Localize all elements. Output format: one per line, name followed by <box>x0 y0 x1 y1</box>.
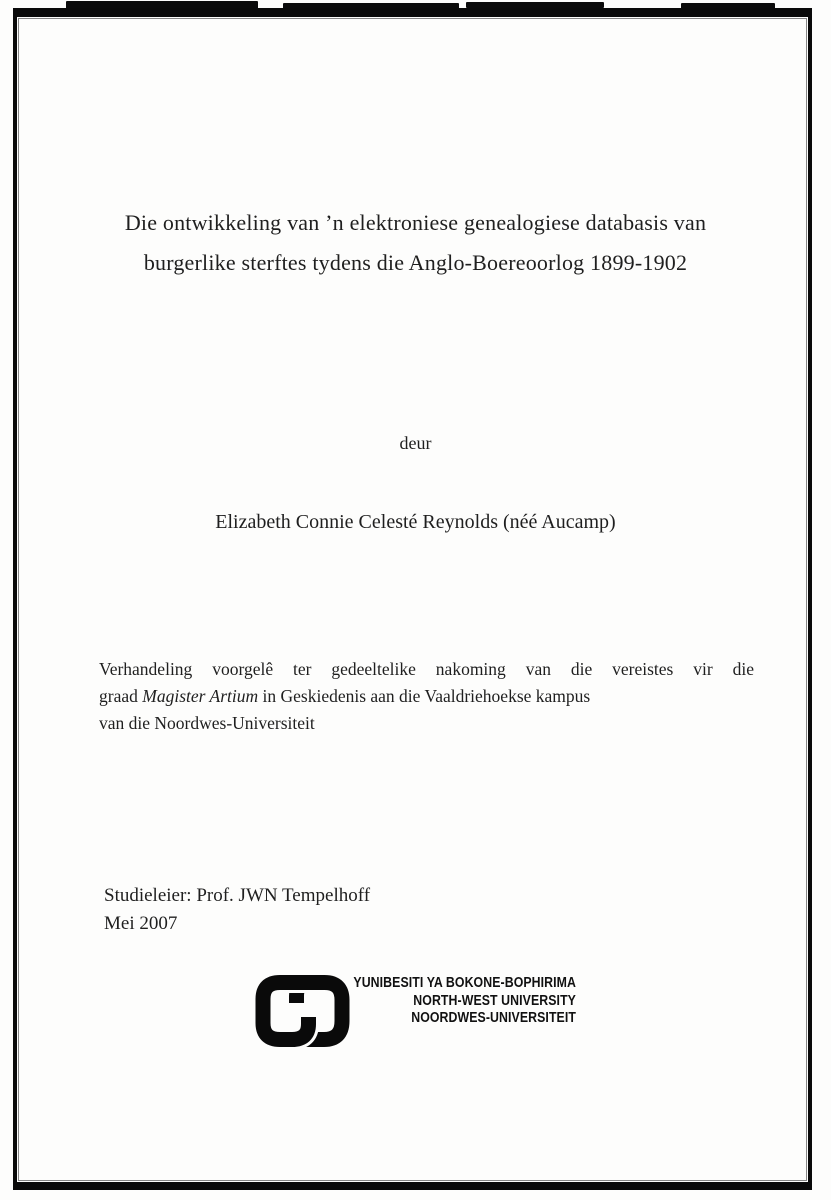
submission-statement-line-3: van die Noordwes-Universiteit <box>99 713 315 733</box>
thesis-title-line-1: Die ontwikkeling van ’n elektroniese genealogiese databasis van <box>124 210 707 235</box>
logo-text-line-afrikaans: NOORDWES-UNIVERSITEIT <box>411 1010 576 1026</box>
author-name: Elizabeth Connie Celesté Reynolds (néé Aucamp) <box>215 511 616 533</box>
supervisor-block <box>104 882 370 937</box>
supervisor-line: Studieleier: Prof. JWN Tempelhoff <box>104 885 371 906</box>
statement-degree-suffix: in Geskiedenis aan die Vaaldriehoekse kampus <box>258 686 591 706</box>
degree-name-italic: Magister Artium <box>142 686 259 706</box>
statement-degree-prefix: graad <box>99 686 143 706</box>
thesis-title-line-2: burgerlike sterftes tydens die Anglo-Boereoorlog 1899-1902 <box>143 250 688 275</box>
thesis-title <box>60 203 771 283</box>
logo-text-line-setswana: YUNIBESITI YA BOKONE-BOPHIRIMA <box>353 975 576 991</box>
submission-statement <box>99 656 754 737</box>
university-logo-text <box>321 975 576 1028</box>
logo-text-line-english: NORTH-WEST UNIVERSITY <box>413 992 576 1009</box>
date-line: Mei 2007 <box>104 912 178 934</box>
submission-statement-line-1: Verhandeling voorgelê ter gedeeltelike nakoming van die vereistes vir die <box>99 659 754 679</box>
byline: deur <box>399 433 432 453</box>
submission-statement-line-2 <box>99 683 754 710</box>
